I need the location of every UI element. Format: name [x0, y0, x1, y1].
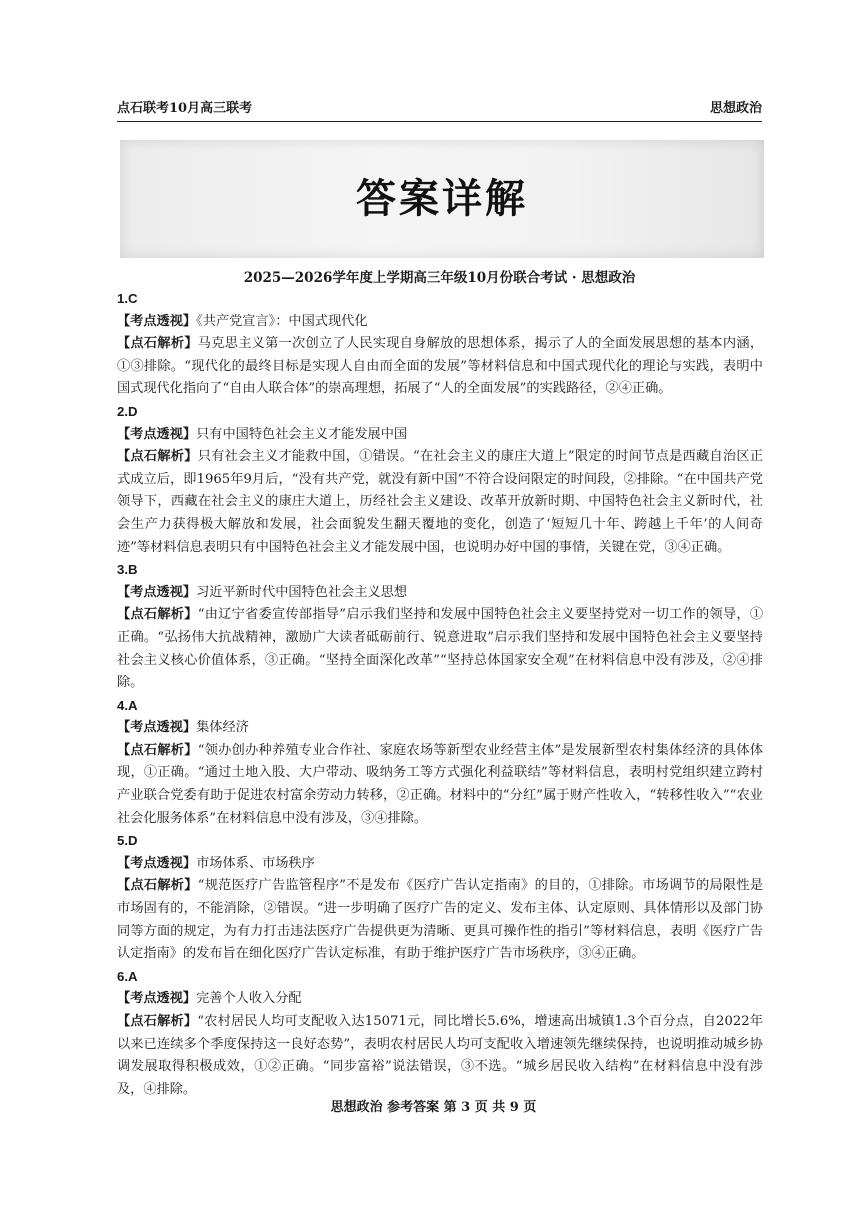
key-point-line — [117, 311, 763, 334]
analysis-text: 只有社会主义才能救中国，①错误。“在社会主义的康庄大道上”限定的时间节点是西藏自治区正式成立后，即1965年9月后，“没有共产党，就没有新中国”不符合设问限定的时间段，②排除。“在中国共产党领导下，西藏在社会主义的康庄大道上，历经社会主义建设、改革开放新时期、中国特色社会主义新时代，社会生产力获得极大解放和发展，社会面貌发生翻天覆地的变化，创造了‘短短几十年、跨越上千年’的人间奇迹”等材料信息表明只有中国特色社会主义才能发展中国，也说明办好中国的事情，关键在党，③④正确。 — [117, 449, 764, 555]
key-point-label: 【考点透视】 — [117, 720, 197, 736]
key-point-label: 【考点透视】 — [117, 313, 197, 329]
answer-list — [117, 288, 763, 1101]
key-point-text: 习近平新时代中国特色社会主义思想 — [196, 584, 408, 600]
analysis-label: 【点石解析】 — [117, 336, 198, 352]
key-point-line — [117, 717, 763, 740]
answer-number: 3.B — [117, 562, 138, 578]
analysis-text: 马克思主义第一次创立了人民实现自身解放的思想体系，揭示了人的全面发展思想的基本内涵，①③排除。“现代化的最终目标是实现人自由而全面的发展”等材料信息和中国式现代化的理论与实践，表明中国式现代化指向了“自由人联合体”的崇高理想，拓展了“人的全面发展”的实践路径，②④正确。 — [117, 336, 764, 397]
analysis-paragraph — [117, 740, 763, 830]
analysis-label: 【点石解析】 — [117, 449, 198, 465]
analysis-paragraph — [117, 604, 763, 694]
analysis-paragraph — [117, 333, 763, 401]
title-banner — [120, 140, 764, 258]
key-point-line — [117, 853, 763, 876]
analysis-text: “规范医疗广告监管程序”不是发布《医疗广告认定指南》的目的，①排除。市场调节的局限性是市场固有的，不能消除，②错误。“进一步明确了医疗广告的定义、发布主体、认定原则、具体情形以及部门协同等方面的规定，为有力打击违法医疗广告提供更为清晰、更具可操作性的指引”等材料信息，表明《医疗广告认定指南》的发布旨在细化医疗广告认定标准，有助于维护医疗广告市场秩序，③④正确。 — [117, 878, 764, 962]
analysis-paragraph — [117, 875, 763, 965]
header-exam-name: 点石联考10月高三联考 — [117, 101, 253, 116]
key-point-text: 完善个人收入分配 — [196, 991, 302, 1007]
key-point-label: 【考点透视】 — [117, 426, 197, 442]
answer-item — [117, 288, 763, 401]
answer-number: 4.A — [117, 697, 138, 713]
page-footer: 思想政治 参考答案 第 3 页 共 9 页 — [330, 1100, 537, 1115]
answer-item — [117, 966, 763, 1102]
analysis-paragraph — [117, 1011, 763, 1101]
answer-item — [117, 695, 763, 831]
exam-subtitle: 2025—2026学年度上学期高三年级10月份联合考试 · 思想政治 — [243, 270, 636, 286]
key-point-text: 集体经济 — [196, 720, 249, 736]
header-subject: 思想政治 — [709, 101, 762, 116]
answer-number: 6.A — [117, 968, 138, 984]
key-point-label: 【考点透视】 — [117, 991, 197, 1007]
analysis-label: 【点石解析】 — [117, 607, 198, 623]
analysis-paragraph — [117, 446, 763, 559]
answer-number: 1.C — [117, 291, 138, 306]
key-point-text: 市场体系、市场秩序 — [196, 855, 315, 871]
key-point-line — [117, 582, 763, 605]
analysis-label: 【点石解析】 — [117, 878, 198, 894]
analysis-text: “由辽宁省委宣传部指导”启示我们坚持和发展中国特色社会主义要坚持党对一切工作的领导，①正确。“弘扬伟大抗战精神，激励广大读者砥砺前行、锐意进取”启示我们坚持和发展中国特色社会主义要坚持社会主义核心价值体系，③正确。“坚持全面深化改革”“坚持总体国家安全观”在材料信息中没有涉及，②④排除。 — [117, 607, 764, 691]
key-point-line — [117, 424, 763, 447]
answer-item — [117, 401, 763, 559]
analysis-label: 【点石解析】 — [117, 1014, 198, 1029]
answer-item — [117, 830, 763, 966]
key-point-text: 只有中国特色社会主义才能发展中国 — [196, 426, 408, 442]
header-divider — [117, 121, 762, 122]
analysis-text: “领办创办种养殖专业合作社、家庭农场等新型农业经营主体”是发展新型农村集体经济的具体体现，①正确。“通过土地入股、大户带动、吸纳务工等方式强化利益联结”等材料信息，表明村党组织建立跨村产业联合党委有助于促进农村富余劳动力转移，②正确。材料中的“分红”属于财产性收入，“转移性收入”“农业社会化服务体系”在材料信息中没有涉及，③④排除。 — [117, 742, 764, 826]
page-header — [117, 97, 762, 117]
answer-item — [117, 559, 763, 695]
key-point-line — [117, 988, 763, 1011]
analysis-text: “农村居民人均可支配收入达15071元，同比增长5.6%，增速高出城镇1.3个百分点，自2022年以来已连续多个季度保持这一良好态势”，表明农村居民人均可支配收入增速领先继续保持，也说明推动城乡协调发展取得积极成效，①②正确。“同步富裕”说法错误，③不选。“城乡居民收入结构”在材料信息中没有涉及，④排除。 — [117, 1014, 764, 1097]
banner-title: 答案详解 — [356, 175, 528, 222]
answer-number: 2.D — [117, 403, 138, 419]
answer-number: 5.D — [117, 833, 138, 849]
key-point-label: 【考点透视】 — [117, 584, 197, 600]
analysis-label: 【点石解析】 — [117, 742, 198, 758]
key-point-text: 《共产党宣言》：中国式现代化 — [196, 313, 368, 329]
key-point-label: 【考点透视】 — [117, 855, 197, 871]
